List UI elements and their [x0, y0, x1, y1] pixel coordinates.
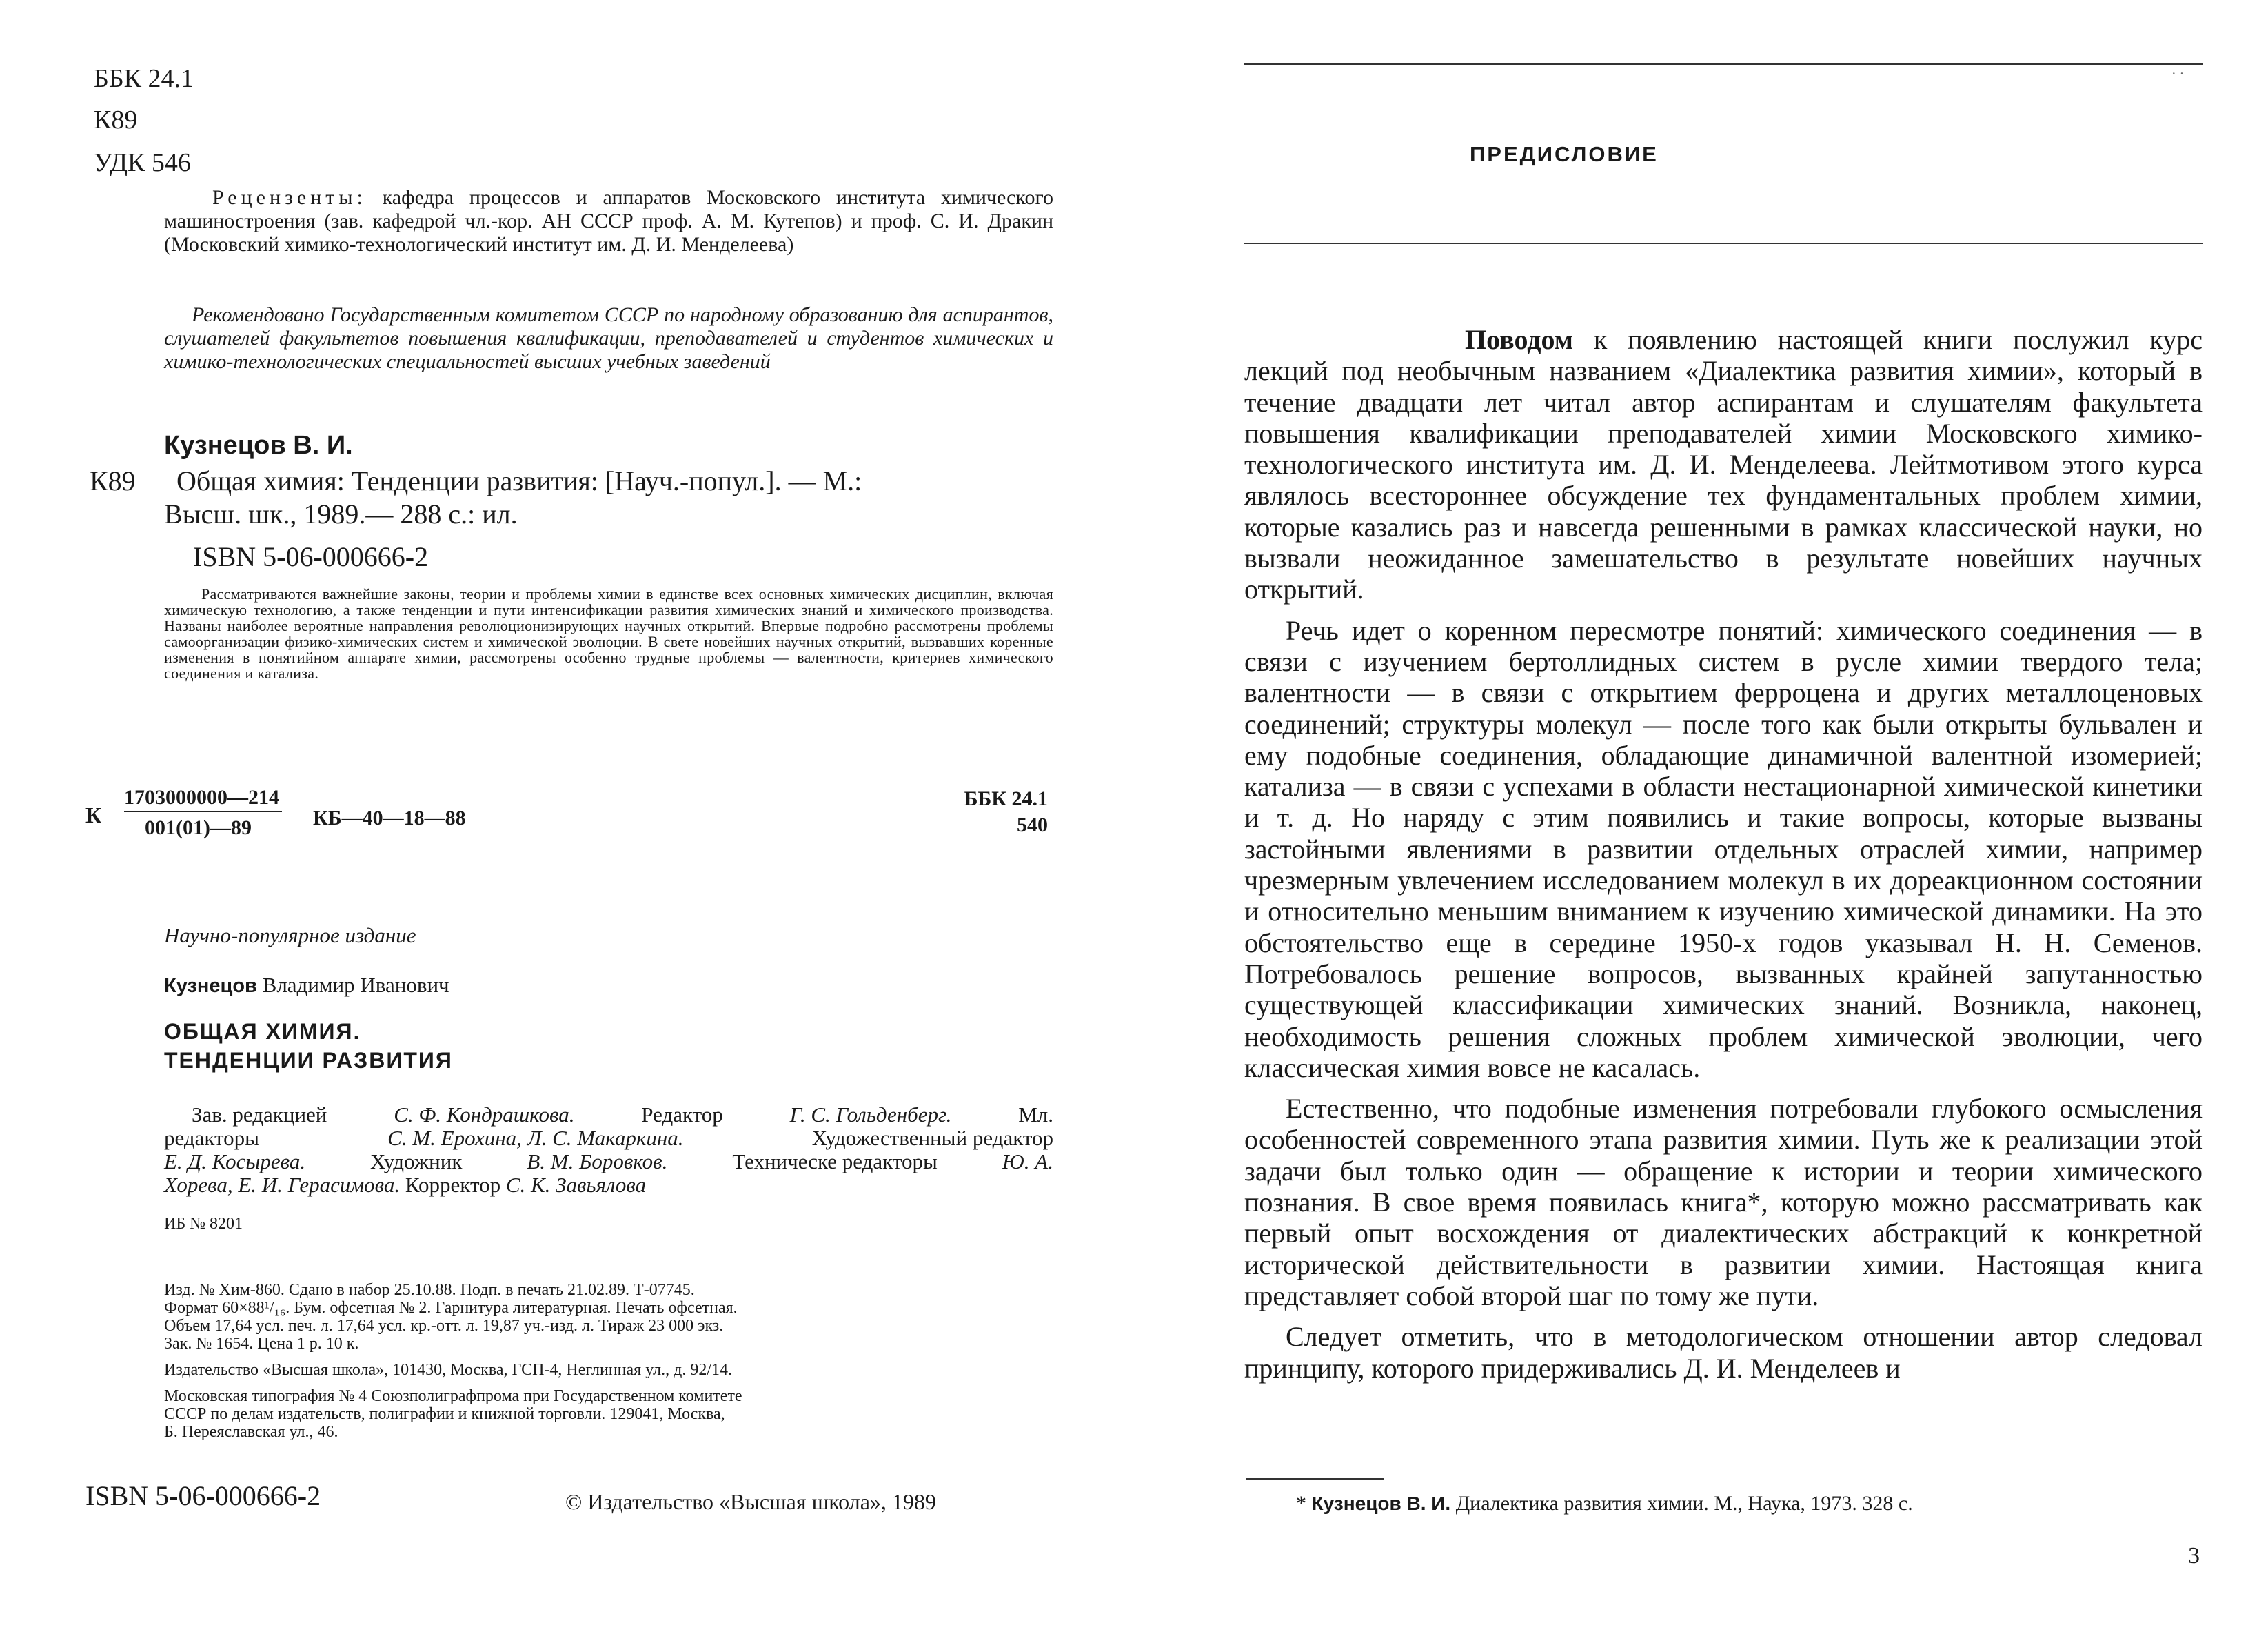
- paragraph-1-lead: Поводом: [1465, 324, 1574, 355]
- formula-denominator: 001(01)—89: [145, 816, 252, 839]
- editors-l3b: Художник: [370, 1149, 463, 1173]
- reviewers-text: кафедра процессов и аппаратов Московского института химического машиностроения (зав. кафедрой чл.-кор. АН СССР проф. А. М. Кутепов) и проф. С. И. Дракин (Московский химико-технологический институт им. Д. И. Менделеева): [164, 186, 1053, 256]
- editors-l2b: С. М. Ерохина, Л. С. Макаркина.: [387, 1126, 684, 1150]
- isbn-main: ISBN 5-06-000666-2: [193, 541, 429, 572]
- num-540: 540: [1017, 814, 1048, 836]
- print-l1: Изд. № Хим-860. Сдано в набор 25.10.88. Подп. в печать 21.02.89. Т-07745.: [164, 1281, 695, 1299]
- editors-l3d: Техническе редакторы: [732, 1149, 938, 1173]
- left-page: [0, 0, 1131, 1634]
- formula-numerator: 1703000000—214: [124, 786, 282, 812]
- editors-l2c: Художественный редактор: [811, 1126, 1053, 1150]
- editors-l3c: В. М. Боровков.: [527, 1149, 668, 1173]
- corner-mark: · ·: [2171, 66, 2185, 81]
- isbn-bottom: ISBN 5-06-000666-2: [85, 1480, 321, 1511]
- print-data: [164, 1281, 1053, 1441]
- paragraph-4: Следует отметить, что в методологическом отношении автор следовал принципу, которого придерживались Д. И. Менделеев и: [1244, 1321, 2203, 1384]
- editors-l2a: редакторы: [164, 1126, 260, 1150]
- footnote-mark: *: [1296, 1492, 1306, 1515]
- editors-l4c: С. К. Завьялова: [505, 1173, 647, 1197]
- author-name: Владимир Иванович: [262, 973, 449, 997]
- footnote-author: Кузнецов В. И.: [1311, 1493, 1451, 1514]
- print-l6: Московская типография № 4 Союзполиграфпрома при Государственном комитете: [164, 1387, 742, 1405]
- abstract-text: Рассматриваются важнейшие законы, теории и проблемы химии в единстве всех основных химических дисциплин, включая химическую технологию, а также тенденции и пути интенсификации развития химических знаний и химического производства. Названы наиболее вероятные направления революционизирующих научных открытий. Впервые подробно рассмотрены проблемы самоорганизации физико-химических систем и химической эволюции. В свете новейших научных открытий, вызвавших коренные изменения в понятийном аппарате химии, рассмотрены особенно трудные проблемы — валентности, критериев химического соединения и катализа.: [164, 585, 1053, 682]
- print-l2: Формат 60×88¹/₁₆. Бум. офсетная № 2. Гарнитура литературная. Печать офсетная.: [164, 1299, 738, 1317]
- book-title-1: ОБЩАЯ ХИМИЯ.: [164, 1019, 361, 1044]
- entry-code: К89: [90, 465, 136, 496]
- footnote-rule: [1246, 1478, 1384, 1480]
- author-heading: Кузнецов В. И.: [164, 431, 353, 460]
- footnote-text: Диалектика развития химии. М., Наука, 1973. 328 с.: [1455, 1492, 1913, 1515]
- reviewers-block: [164, 186, 1053, 256]
- editors-l1d: Г. С. Гольденберг.: [789, 1102, 952, 1127]
- editors-block: [164, 1103, 1053, 1197]
- bbk-code: ББК 24.1: [94, 64, 194, 93]
- author-surname: Кузнецов: [164, 975, 257, 997]
- editors-l3a: Е. Д. Косырева.: [164, 1149, 306, 1173]
- footnote: [1296, 1492, 1913, 1515]
- editors-l1c: Редактор: [641, 1102, 723, 1127]
- formula-kb: КБ—40—18—88: [313, 807, 466, 829]
- recommendation-text: Рекомендовано Государственным комитетом СССР по народному образованию для аспирантов, слушателей факультетов повышения квалификации, преподавателей и студентов химических и химико-технологических специальностей высших учебных заведений: [164, 303, 1053, 373]
- print-l4: Зак. № 1654. Цена 1 р. 10 к.: [164, 1335, 359, 1353]
- paragraph-1-text: к появлению настоящей книги послужил курс лекций под необычным названием «Диалектика развития химии», который в течение двадцати лет читал автор аспирантам и слушателям факультета повышения квалификации преподавателей химии Московского химико-технологического института им. Д. И. Менделеева. Лейтмотивом этого курса являлось всестороннее обсуждение тех фундаментальных проблем химии, которые казались раз и навсегда решенными в рамках классической науки, но вызвали неожиданное замешательство в результате новейших научных открытий.: [1244, 324, 2203, 605]
- editors-l1b: С. Ф. Кондрашкова.: [394, 1102, 575, 1127]
- print-l7: СССР по делам издательств, полиграфии и книжной торговли. 129041, Москва,: [164, 1405, 725, 1423]
- book-title-2: ТЕНДЕНЦИИ РАЗВИТИЯ: [164, 1048, 453, 1073]
- formula-k: К: [85, 803, 102, 827]
- paragraph-2: Речь идет о коренном пересмотре понятий: химического соединения — в связи с изучением бертоллидных систем в русле химии твердого тела; валентности — в связи с открытием ферроцена и других металлоценовых соединений; структуры молекул — после того как были открыты бульвален и ему подобные соединения, обладающие динамичной валентной изомерией; катализа — в связи с успехами в области нестационарной химической кинетики и т. д. Но наряду с этим появились и такие вопросы, которые вызваны застойными явлениями в развитии отдельных отраслей химии, например чрезмерным увлечением исследованием молекул в их дореакционном состоянии и относительно меньшим вниманием к изучению химической динамики. На это обстоятельство еще в середине 1950-х годов указывал Н. Н. Семенов. Потребовалось решение вопросов, вызванных крайней запутанностью существующей классификации химических знаний. Возникла, наконец, необходимость решения сложных проблем химической эволюции, чего классическая химия вовсе не касалась.: [1244, 614, 2203, 1083]
- editors-l1e: Мл.: [1018, 1102, 1053, 1127]
- print-l5: Издательство «Высшая школа», 101430, Москва, ГСП-4, Неглинная ул., д. 92/14.: [164, 1361, 733, 1379]
- k-code: К89: [94, 105, 138, 134]
- copyright: © Издательство «Высшая школа», 1989: [565, 1489, 936, 1514]
- top-rule: [1244, 63, 2203, 65]
- ib-number: ИБ № 8201: [164, 1215, 243, 1233]
- author-full: [164, 974, 449, 998]
- heading-rule: [1244, 243, 2203, 244]
- editors-l4b: Корректор: [405, 1173, 501, 1197]
- recommendation: [164, 303, 1053, 374]
- title-line-2: Высш. шк., 1989.— 288 с.: ил.: [164, 498, 518, 529]
- paragraph-1: [1244, 324, 2203, 605]
- abstract: [164, 586, 1053, 681]
- page-number: 3: [2188, 1543, 2200, 1569]
- print-l3: Объем 17,64 усл. печ. л. 17,64 усл. кр.-отт. л. 19,87 уч.-изд. л. Тираж 23 000 экз.: [164, 1317, 724, 1335]
- udk-code: УДК 546: [94, 148, 191, 177]
- reviewers-label: Рецензенты:: [212, 186, 367, 209]
- editors-l1a: Зав. редакцией: [192, 1102, 327, 1127]
- print-l8: Б. Переяславская ул., 46.: [164, 1423, 338, 1441]
- preface-heading: ПРЕДИСЛОВИЕ: [1470, 142, 1659, 166]
- bbk-right: ББК 24.1: [964, 787, 1048, 810]
- title-line-1: Общая химия: Тенденции развития: [Науч.-попул.]. — М.:: [176, 465, 862, 496]
- edition-type: Научно-популярное издание: [164, 923, 416, 947]
- editors-l3e: Ю. А.: [1002, 1149, 1053, 1173]
- editors-l4a: Хорева, Е. И. Герасимова.: [164, 1173, 401, 1197]
- preface-body: [1244, 324, 2203, 1384]
- paragraph-3: Естественно, что подобные изменения потребовали глубокого осмысления особенностей современного этапа развития химии. Путь же к реализации этой задачи был только один — обращение к истории и теории химического познания. В свое время появилась книга*, которую можно рассматривать как первый опыт восхождения от диалектических абстракций к конкретной исторической действительности в развитии химии. Настоящая книга представляет собой второй шаг по тому же пути.: [1244, 1093, 2203, 1311]
